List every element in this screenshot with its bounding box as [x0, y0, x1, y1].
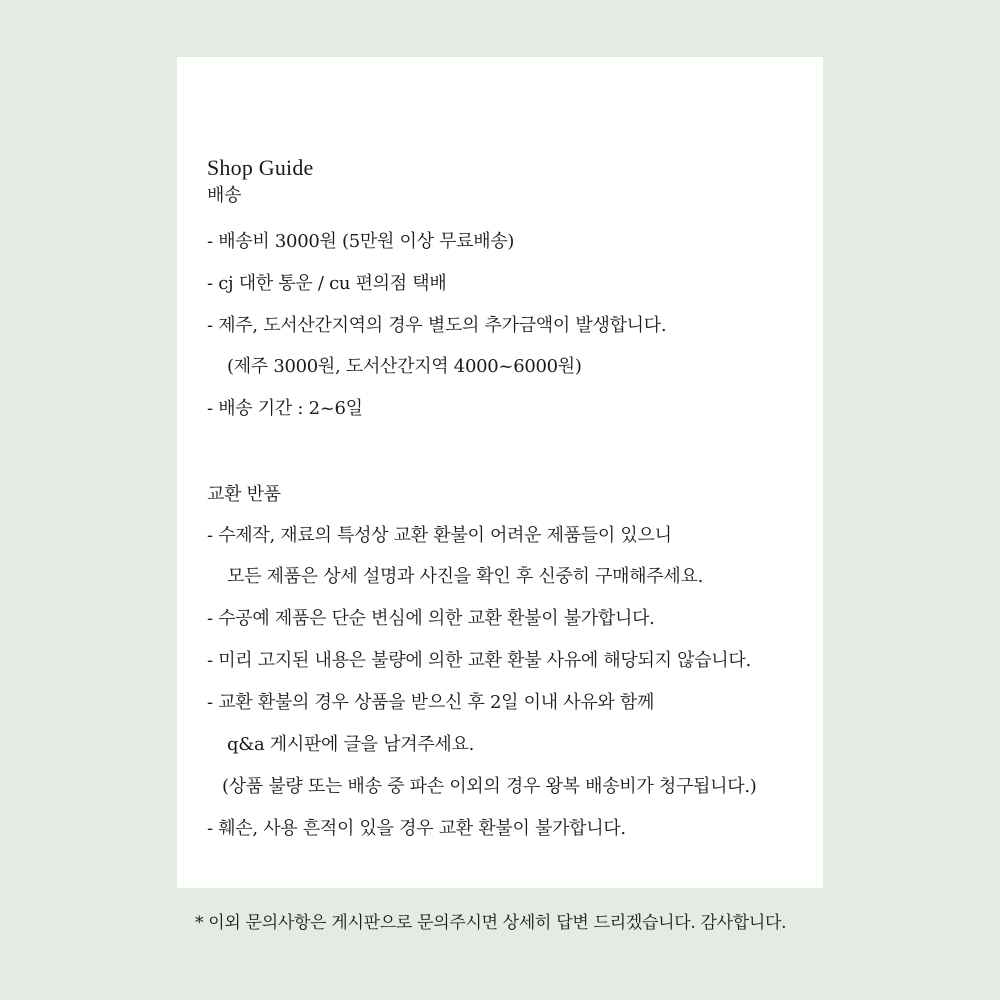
- footer-note: * 이외 문의사항은 게시판으로 문의주시면 상세히 답변 드리겠습니다. 감사합니다.: [195, 913, 787, 933]
- exchange-line-check: 모든 제품은 상세 설명과 사진을 확인 후 신중히 구매해주세요.: [227, 566, 703, 587]
- exchange-line-notified: - 미리 고지된 내용은 불량에 의한 교환 환불 사유에 해당되지 않습니다.: [207, 650, 751, 671]
- shipping-heading: 배송: [207, 185, 242, 206]
- exchange-line-shipping-cost: (상품 불량 또는 배송 중 파손 이외의 경우 왕복 배송비가 청구됩니다.): [222, 776, 757, 797]
- exchange-line-no-refund: - 수공예 제품은 단순 변심에 의한 교환 환불이 불가합니다.: [207, 608, 655, 629]
- shipping-remote-line: - 제주, 도서산간지역의 경우 별도의 추가금액이 발생합니다.: [207, 315, 667, 336]
- exchange-line-deadline: - 교환 환불의 경우 상품을 받으신 후 2일 이내 사유와 함께: [207, 692, 655, 713]
- exchange-line-handmade: - 수제작, 재료의 특성상 교환 환불이 어려운 제품들이 있으니: [207, 525, 672, 546]
- exchange-heading: 교환 반품: [207, 484, 281, 505]
- exchange-line-board: q&a 게시판에 글을 남겨주세요.: [227, 734, 475, 755]
- shipping-period-line: - 배송 기간 : 2~6일: [207, 398, 363, 419]
- shipping-fee-line: - 배송비 3000원 (5만원 이상 무료배송): [207, 231, 515, 252]
- exchange-line-damage: - 훼손, 사용 흔적이 있을 경우 교환 환불이 불가합니다.: [207, 818, 626, 839]
- shipping-carrier-line: - cj 대한 통운 / cu 편의점 택배: [207, 273, 447, 294]
- shipping-remote-fee-line: (제주 3000원, 도서산간지역 4000~6000원): [227, 356, 582, 377]
- shop-guide-card: [177, 57, 823, 888]
- page-title: Shop Guide: [207, 155, 314, 180]
